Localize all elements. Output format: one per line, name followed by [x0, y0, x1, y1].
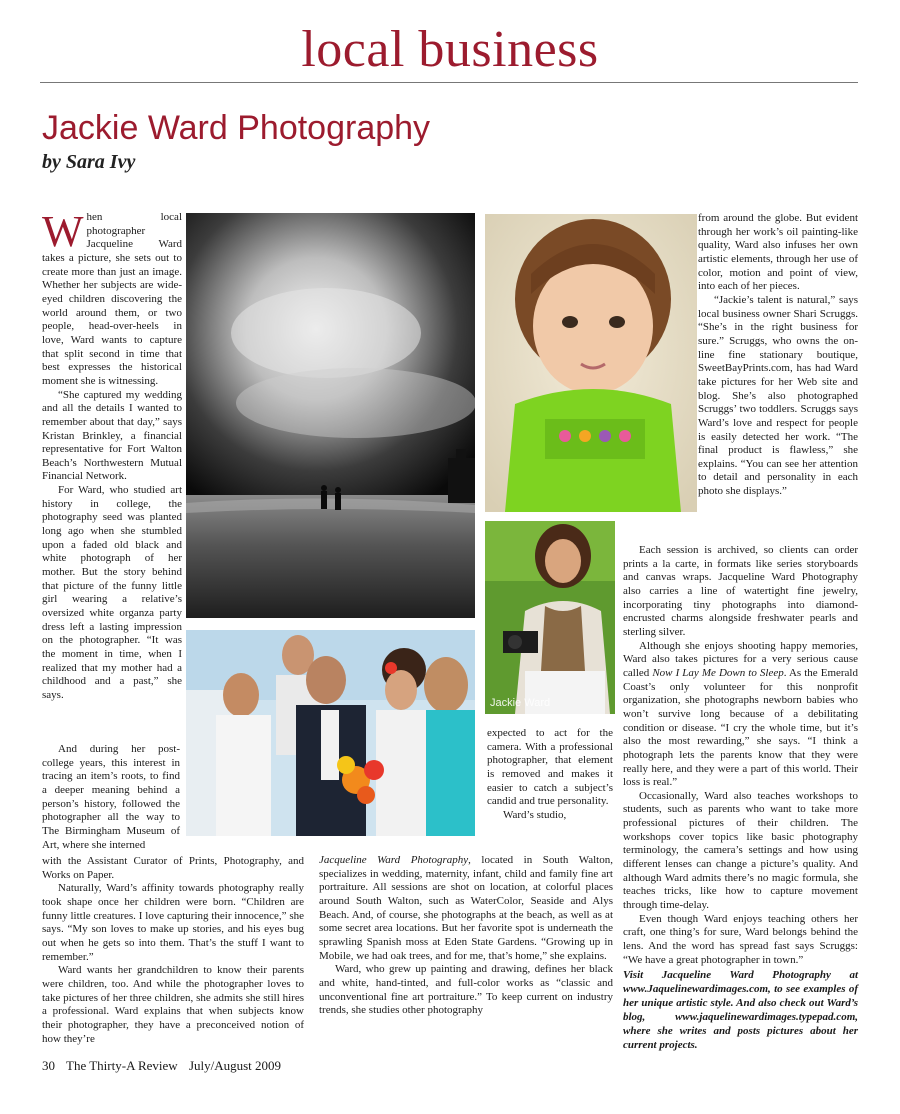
page-number: 30 [42, 1058, 55, 1073]
nonprofit-name: Now I Lay Me Down to Sleep [652, 666, 784, 679]
page-footer [42, 1058, 289, 1074]
paragraph: Even though Ward enjoys teaching others her craft, one thing’s for sure, Ward belongs behind the lens. And the word has spread fast says Scruggs: “We have a great photographer in town.” [623, 912, 858, 966]
paragraph: with the Assistant Curator of Prints, Photography, and Works on Paper. [42, 855, 304, 881]
paragraph: Ward wants her grandchildren to know their parents were children, too. And while the photographer loves to take pictures of her three children, she admits she still hires a professional. Ward explains that when subjects know their photographer, they have a preconceived notion of how they’re [42, 964, 304, 1045]
column-3-top [698, 212, 858, 499]
paragraph: And during her post-college years, this interest in tracing an item’s roots, to find a deeper meaning behind a person’s history, followed the photographer all the way to The Birmingham Museum of Art, where she interned [42, 743, 180, 851]
paragraph: Although she enjoys shooting happy memories, Ward also takes pictures for a very serious cause called [623, 639, 858, 679]
paragraph: Ward, who grew up painting and drawing, defines her black and white, hand-tinted, and full-color works as “classic and unconventional fine art portraiture.” To keep current on industry trends, she studies other photography [319, 963, 613, 1017]
drop-cap: W [42, 207, 84, 256]
beach-couple-photo [186, 213, 475, 618]
wedding-photo [186, 630, 475, 836]
article-byline: by Sara Ivy [42, 151, 136, 173]
section-title: local business [301, 21, 599, 78]
paragraph: hen local photographer Jacqueline Ward takes a picture, she sets out to create more than just an image. Whether her subjects are wide-eyed children discovering the world around them, or two people, head-over-heels in love, Ward wants to capture that split second in time that best expresses the historical moment she is witnessing. [42, 211, 182, 387]
paragraph: “She captured my wedding and all the details I wanted to remember about that day,” says Kristan Brinkley, a financial representative for Fort Walton Beach’s Northwestern Mutual Financial Network. [42, 388, 182, 483]
paragraph: “Jackie’s talent is natural,” says local business owner Shari Scruggs. “She’s in the right business for sure.” Scruggs, who owns the on-line fine stationary boutique, SweetBayPrints.com, has had Ward take pictures for her Web site and blog. She’s also photographed Scruggs’ two toddlers. Scruggs says Ward’s love and respect for people is easily detected her work. “The final product is flawless,” she explains. “You can see her attention to detail and personality in each photo she displays.” [698, 293, 858, 498]
paragraph: Naturally, Ward’s affinity towards photography really took shape once her children were born. “Children are funny little creatures. I love capturing their innocence,” she says. “My son loves to make up stories, and his eyes bug out when he gets so into them. That’s the stuff I want to remember.” [42, 882, 304, 963]
paragraph: from around the globe. But evident through her work’s oil painting-like quality, Ward also infuses her own artistic elements, through her use of color, motion and point of view, into each of her pieces. [698, 212, 858, 293]
column-1 [42, 207, 182, 703]
paragraph: , located in South Walton, specializes in wedding, maternity, infant, child and family fine art portraiture. All sessions are shot on location, at colorful places around South Walton, such as WaterColor, Seaside and Alys Beach. And, of course, she photographs at the beach, as well as at some secret area locations. But her favorite spot is underneath the sprawling Spanish moss at Eden State Gardens. “Growing up in Mobile, we had oak trees, and for me, that’s home,” she explains. [319, 854, 613, 962]
paragraph: For Ward, who studied art history in college, the photography seed was planted long ago when she stumbled upon a faded old black and white photograph of her mother. But the story behind that picture of the funny little girl wearing a relative’s oversized white organza party dress left a lasting impression on the photographer. “It was the moment in time, when I realized that my mother had a childhood and a past,” she says. [42, 484, 182, 701]
article-title: Jackie Ward Photography [42, 109, 431, 147]
paragraph: Each session is archived, so clients can order prints a la carte, in formats like series storyboards and canvas wraps. Jacqueline Ward Photography also carries a line of watertight fine jewelry, incorporating tiny photographs into diamond-encrusted charms alongside freshwater pearls and sterling silver. [623, 544, 858, 638]
call-to-action: Visit Jacqueline Ward Photography at www.Jaquelinewardimages.com, to see examples of her unique artistic style. And also check out Ward’s blog, www.jaquelinewardimages.typepad.com, where she writes and posts pictures about her current projects. [623, 969, 858, 1051]
studio-name: Jacqueline Ward Photography [319, 854, 469, 866]
column-3-bottom [623, 544, 858, 967]
photographer-portrait-photo [485, 521, 615, 714]
column-bottom-left [42, 855, 304, 1046]
header-rule [40, 82, 858, 83]
photo-caption: Jackie Ward [490, 697, 551, 709]
paragraph: expected to act for the camera. With a professional photographer, that element is removed and makes it easier to catch a subject’s candid and true personality. [487, 727, 613, 808]
column-1-continued [42, 743, 180, 852]
child-portrait-photo [485, 214, 697, 512]
paragraph: Occasionally, Ward also teaches workshops to students, such as parents who want to take more professional pictures of their children. The workshops cover topics like basic photography terminology, the camera’s settings and how using different lenses can change a picture’s quality. And although Ward admits there’s no magic formula, she teaches tricks, like how to capture movement through time-delay. [623, 789, 858, 912]
publication-name: The Thirty-A Review [66, 1058, 178, 1073]
column-bottom-middle [319, 854, 613, 1018]
issue-date: July/August 2009 [188, 1058, 282, 1073]
column-2 [487, 727, 613, 823]
paragraph: . As the Emerald Coast’s only volunteer for this nonprofit organization, she photographs newborn babies who won’t survive long because of a debilitating condition or disease. “I cry the whole time, but it’s also the most rewarding,” she says. “I think a photograph lets the parents know that they were really here, and they were a part of this world. Their loss is real.” [623, 666, 858, 789]
paragraph: Ward’s studio, [503, 808, 567, 821]
